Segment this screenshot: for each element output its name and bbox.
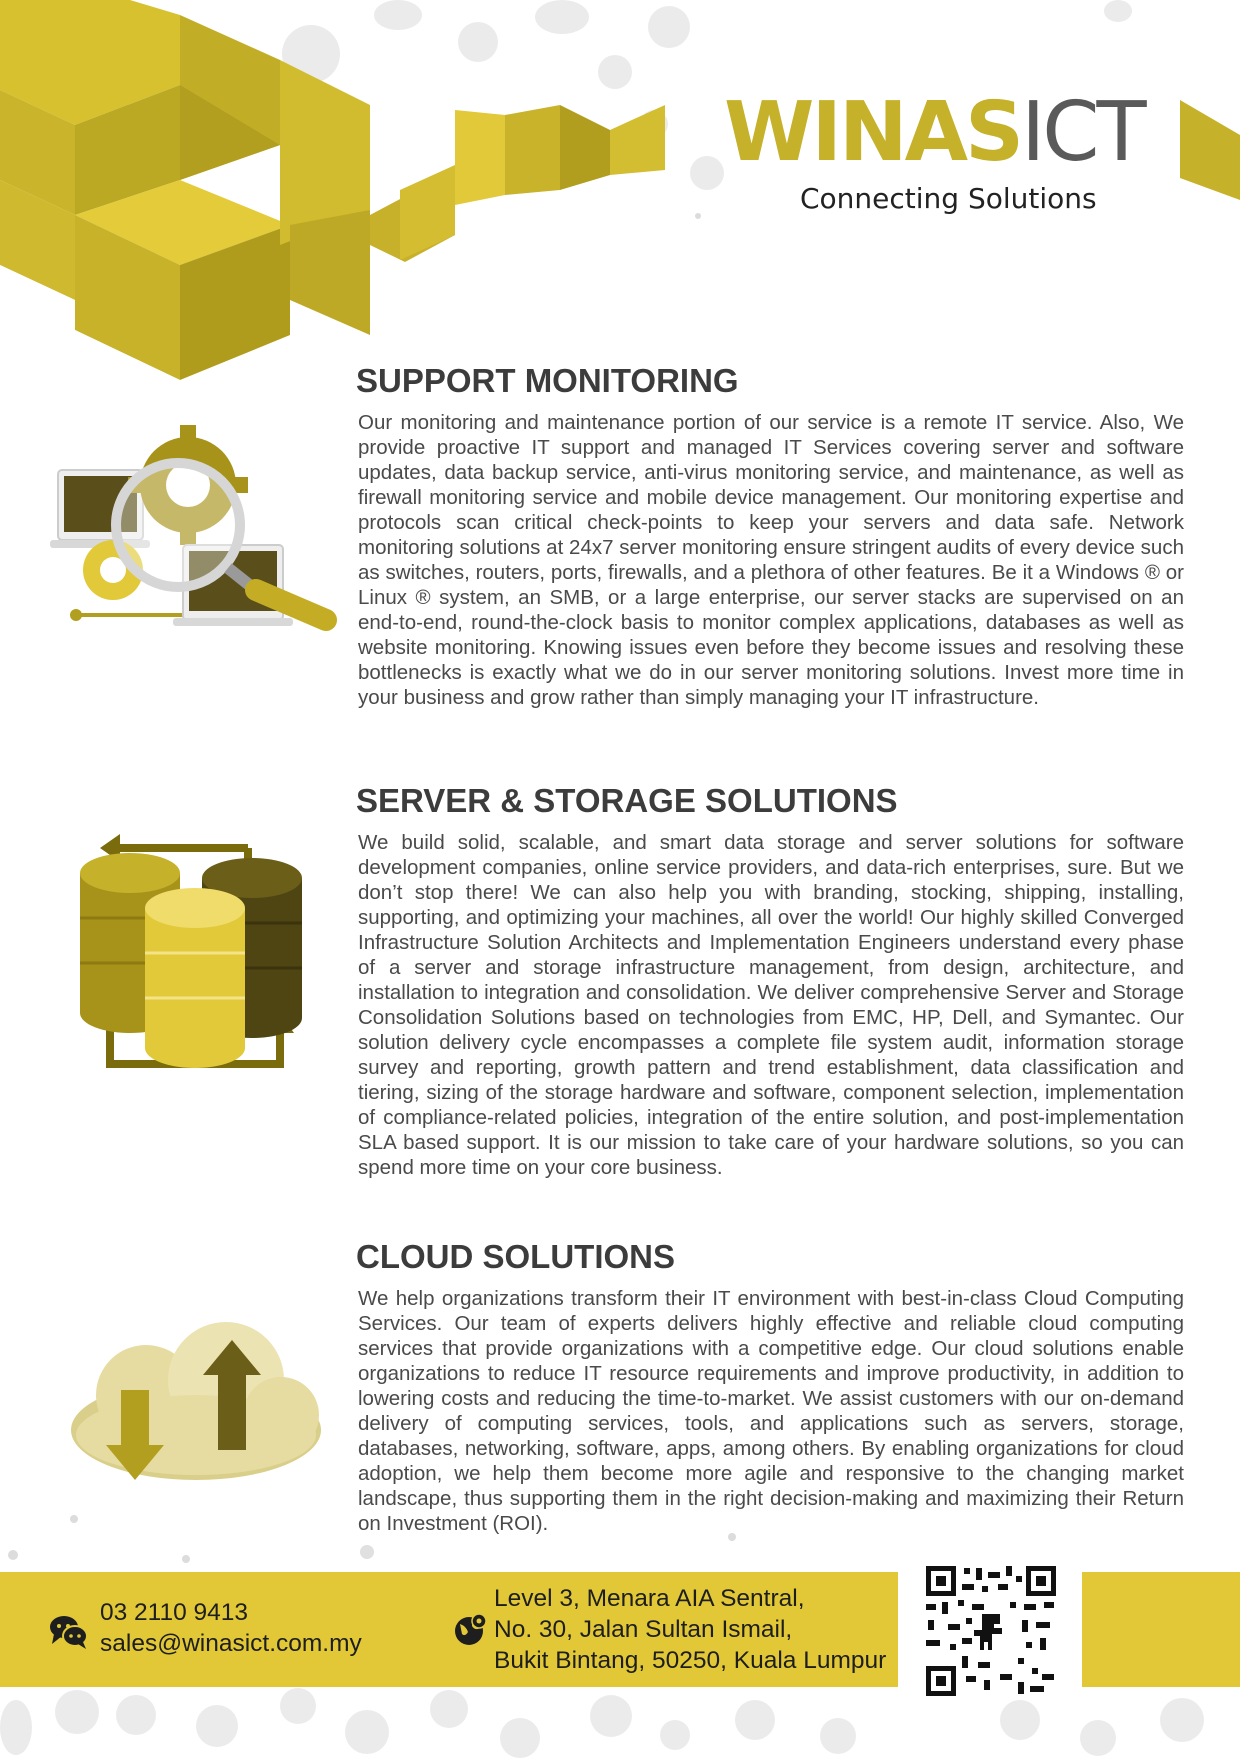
header-geometric-decoration: [0, 0, 680, 380]
section-body-server-storage: We build solid, scalable, and smart data storage and server solutions for software development companies, online service providers, and data-rich enterprises, sure. But we don’t stop there! We can also help you with branding, stocking, shipping, installing, supporting, and optimizing your machines, all over the world! Our highly skilled Converged Infrastructure Solution Architects and Implementation Engineers understand every phase of a server and storage infrastructure management, from design, architecture, and installation to integration and consolidation. We deliver comprehensive Server and Storage Consolidation Solutions based on technologies from EMC, HP, Dell, and Symantec. Our solution delivery cycle encompasses a complete file system audit, information storage survey and reporting, growth pattern and trend establishment, data classification and tiering, sizing of the storage hardware and software, component selection, implementation of compliance-related policies, integration of the entire solution, and post-implementation SLA based support. It is our mission to take care of your hardware solutions, so you can spend more time on your core business.: [358, 831, 1184, 1179]
header-corner-decoration: [1180, 100, 1240, 200]
section-body-support-monitoring: Our monitoring and maintenance portion of our service is a remote IT service. Also, We provide proactive IT support and managed IT Services covering server and software updates, data backup service, anti-virus monitoring service, and maintenance, as well as firewall monitoring service and mobile device management. Our monitoring expertise and protocols scan critical check-points to keep your servers and data safe. Network monitoring solutions at 24x7 server monitoring ensure stringent audits of every device such as switches, routers, ports, firewalls, and a plethora of other features. Be it a Windows ® or Linux ® system, an SMB, or a large enterprise, our server stacks are supervised on an end-to-end, round-the-clock basis to monitor complex applications, databases as well as website monitoring. Knowing issues even before they become issues and resolving these bottlenecks is exactly what we do in our server monitoring solutions. Invest more time in your business and grow rather than simply managing your IT infrastructure.: [358, 411, 1184, 709]
brand-logo: [724, 85, 1144, 180]
globe-pin-icon: [454, 1612, 488, 1648]
brand-tagline: Connecting Solutions: [800, 182, 1097, 215]
qr-code-icon[interactable]: [922, 1562, 1060, 1700]
chat-bubbles-icon: [50, 1614, 88, 1650]
section-title-cloud: CLOUD SOLUTIONS: [356, 1238, 675, 1275]
brand-name-light: ICT: [1021, 85, 1144, 180]
footer-address-line2: No. 30, Jalan Sultan Ismail,: [494, 1616, 793, 1643]
section-body-cloud: We help organizations transform their IT environment with best-in-class Cloud Computing Services. Our team of experts delivers highly effective and reliable cloud computing services that provide organizations with a competitive edge. Our cloud solutions enable organizations to reduce IT resource requirements and improve productivity, in addition to lowering costs and reducing the time-to-market. We assist customers with our on-demand delivery of computing services, tools, and applications such as servers, storage, databases, networking, software, apps, among others. By enabling organizations for cloud adoption, we help them become more agile and responsive to the changing market landscape, thus supporting them in the right decision-making and maximizing their Return on Investment (ROI).: [358, 1287, 1184, 1535]
footer-bar-right: [1082, 1572, 1240, 1687]
footer-address-line1: Level 3, Menara AIA Sentral,: [494, 1585, 805, 1612]
cloud-upload-download-icon: [66, 1320, 326, 1490]
section-title-server-storage: SERVER & STORAGE SOLUTIONS: [356, 782, 898, 819]
brand-name-bold: WINAS: [724, 85, 1022, 180]
database-sync-icon: [70, 828, 310, 1068]
footer-email[interactable]: sales@winasict.com.my: [100, 1630, 362, 1657]
footer-phone[interactable]: 03 2110 9413: [100, 1599, 249, 1626]
section-title-support-monitoring: SUPPORT MONITORING: [356, 362, 739, 399]
monitoring-magnifier-gears-icon: [48, 420, 338, 640]
footer-address-line3: Bukit Bintang, 50250, Kuala Lumpur: [494, 1647, 887, 1674]
